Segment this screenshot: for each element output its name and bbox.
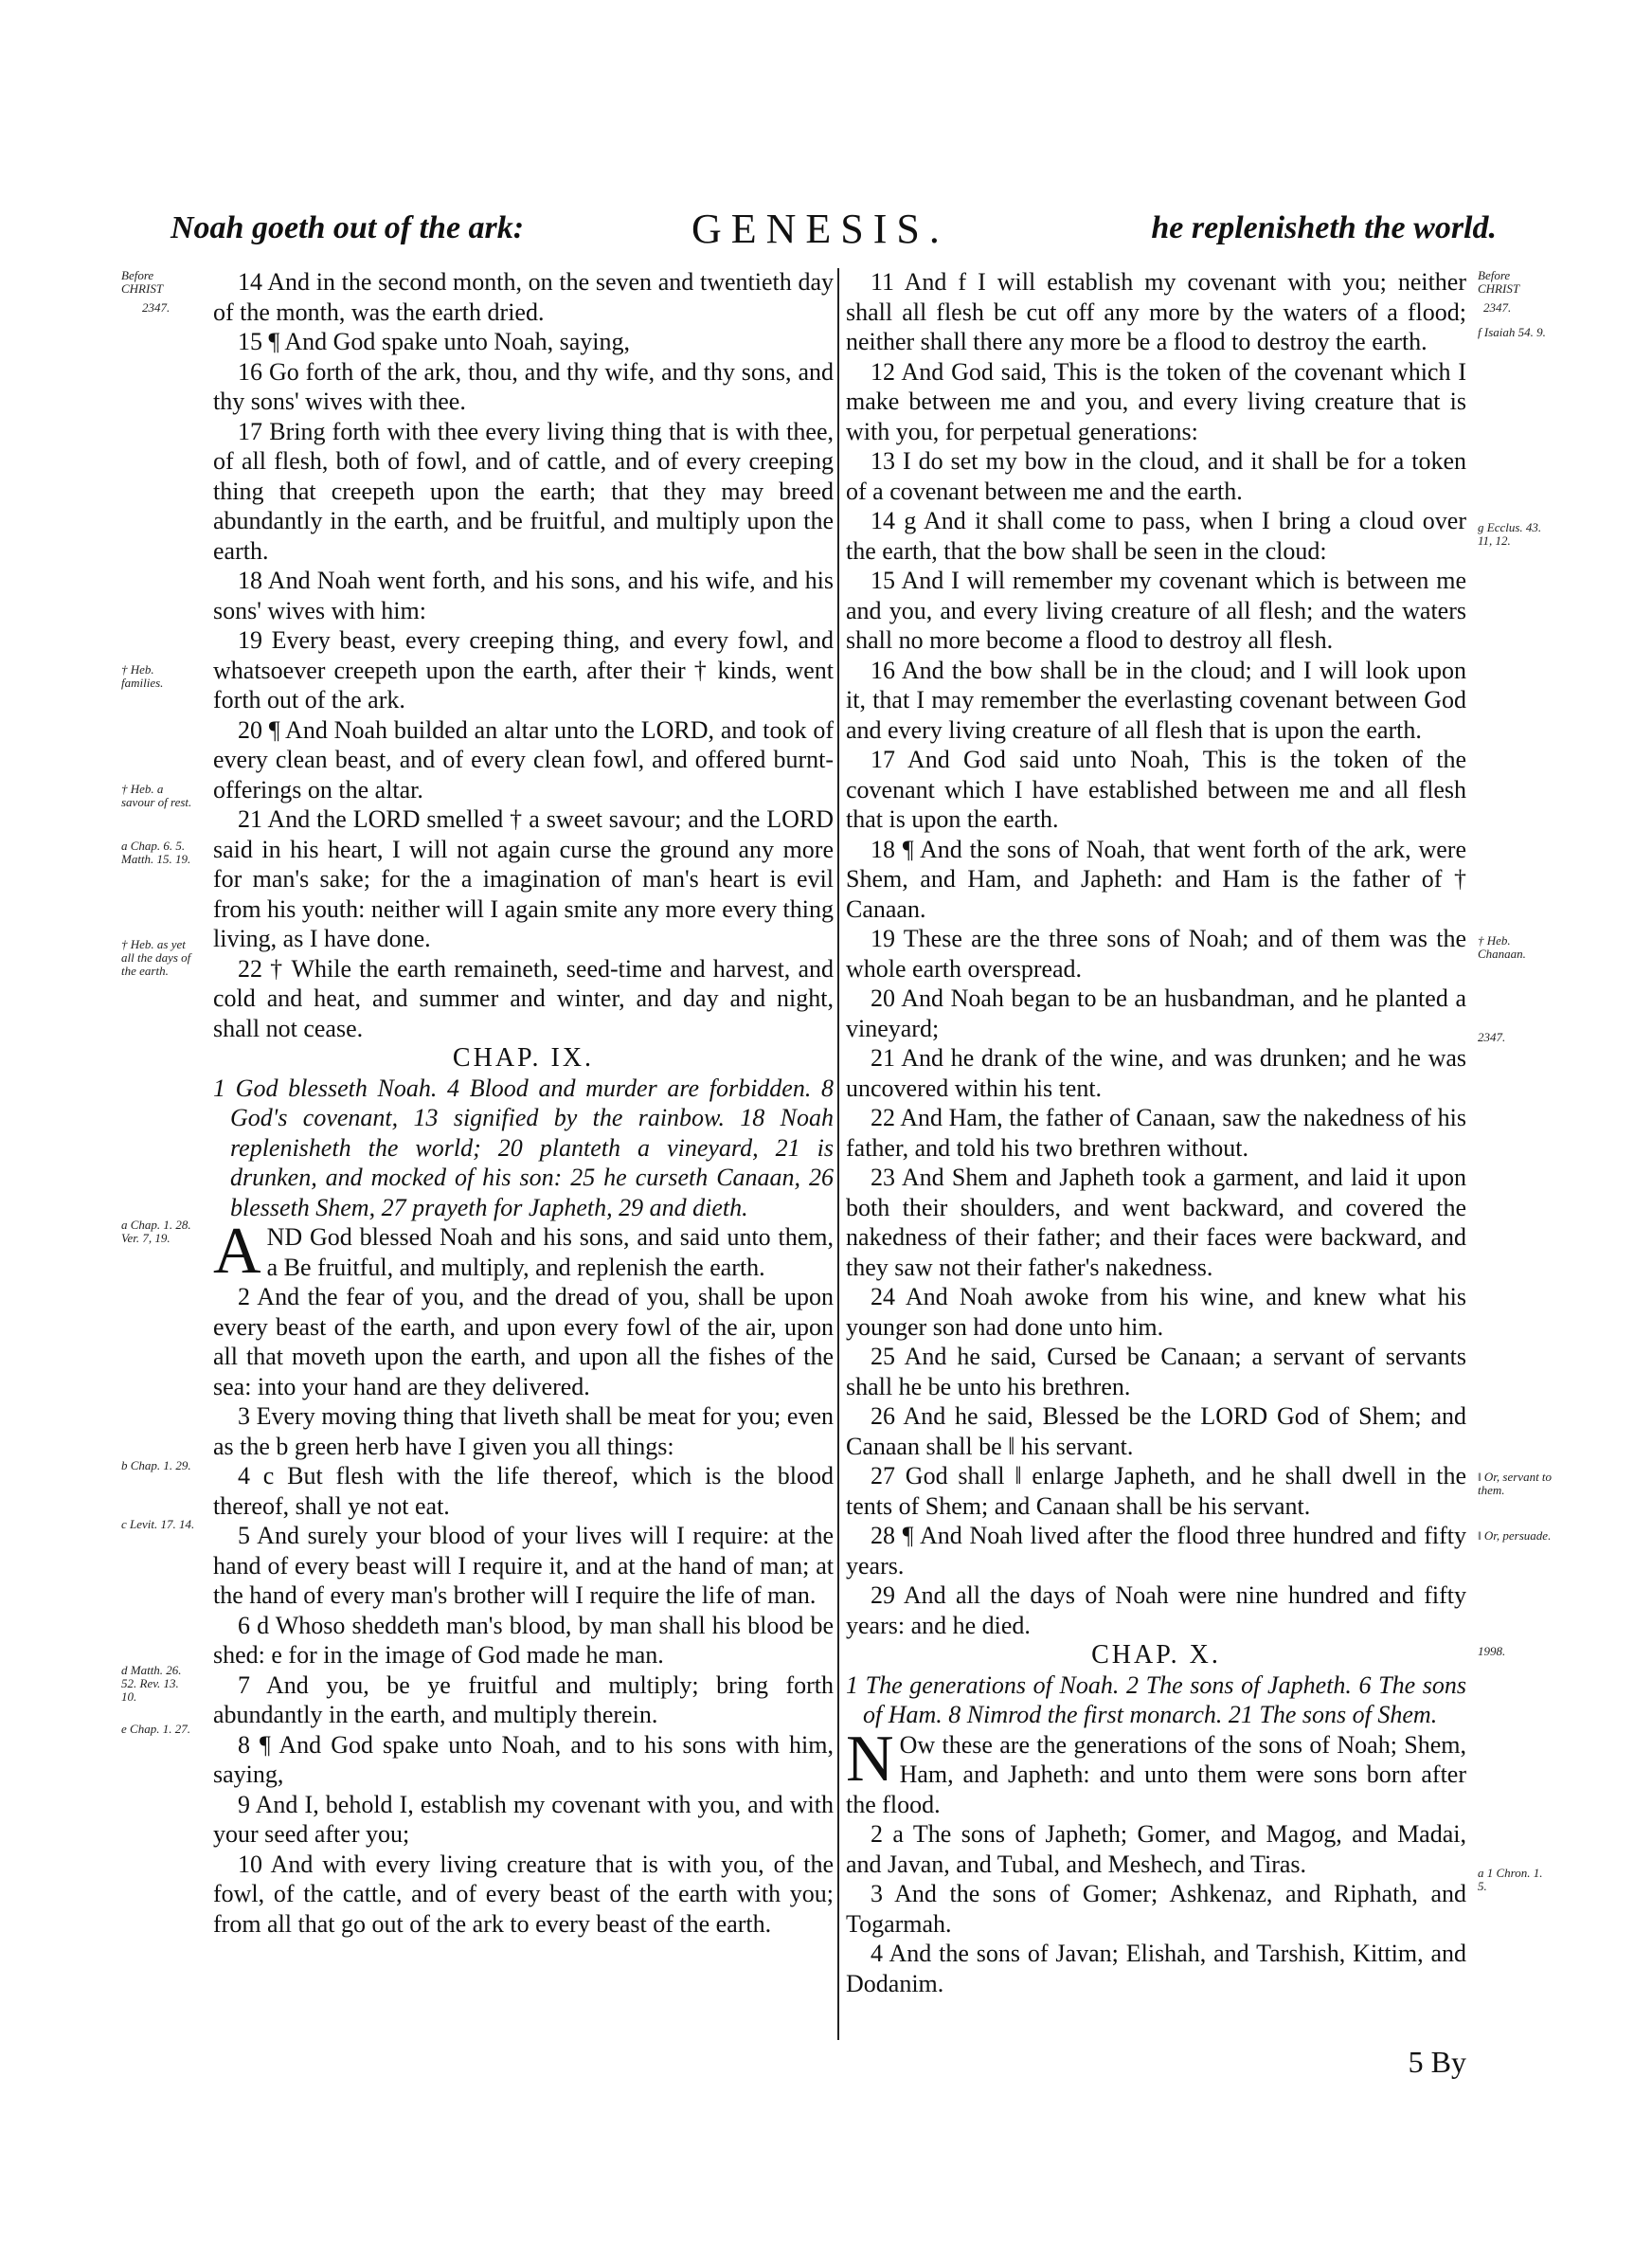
verse: 16 Go forth of the ark, thou, and thy wife, and thy sons, and thy sons' wives with thee. xyxy=(213,357,834,415)
margin-note: a 1 Chron. 1. 5. xyxy=(1478,1866,1543,1893)
margin-note: † Heb. as yet all the days of the earth. xyxy=(121,937,191,978)
margin-note: † Heb. Chanaan. xyxy=(1478,933,1526,961)
margin-note: e Chap. 1. 27. xyxy=(121,1722,190,1736)
margin-note: b Chap. 1. 29. xyxy=(121,1458,191,1472)
verse: 15 And I will remember my covenant which is between me and you, and every living creature of all flesh; and the waters shall no more become a flood to destroy all flesh. xyxy=(846,567,1466,654)
margin-note: a Chap. 6. 5. Matth. 15. 19. xyxy=(121,839,191,866)
verse: 8 ¶ And God spake unto Noah, and to his sons with him, saying, xyxy=(213,1730,834,1788)
margin-note: ‖ Or, persuade. xyxy=(1478,1528,1552,1543)
verse: 27 God shall ‖ enlarge Japheth, and he shall dwell in the tents of Shem; and Canaan shall be his servant. xyxy=(846,1462,1466,1520)
header-right: he replenisheth the world. xyxy=(1151,210,1497,245)
verse: 3 And the sons of Gomer; Ashkenaz, and Riphath, and Togarmah. xyxy=(846,1880,1466,1938)
verse: 26 And he said, Blessed be the LORD God of Shem; and Canaan shall be ‖ his servant. xyxy=(846,1402,1466,1460)
running-header xyxy=(171,206,1497,267)
margin-note: ‖ Or, servant to them. xyxy=(1478,1470,1553,1497)
chapter-opening xyxy=(846,1722,1466,1820)
left-column xyxy=(213,267,834,1939)
verse: 4 c But flesh with the life thereof, which is the blood thereof, shall ye not eat. xyxy=(213,1462,834,1520)
verse: 7 And you, be ye fruitful and multiply; bring forth abundantly in the earth, and multiply therein. xyxy=(213,1670,834,1728)
verse: 14 g And it shall come to pass, when I bring a cloud over the earth, that the bow shall be seen in the cloud: xyxy=(846,507,1466,565)
verse: 18 And Noah went forth, and his sons, and his wife, and his sons' wives with him: xyxy=(213,567,834,624)
verse: 15 ¶ And God spake unto Noah, saying, xyxy=(238,328,631,355)
drop-cap: N xyxy=(846,1722,894,1796)
opening-verse: Ow these are the generations of the sons of Noah; Shem, Ham, and Japheth: and unto them were sons born after the flood. xyxy=(846,1730,1466,1818)
verse: 20 ¶ And Noah builded an altar unto the LORD, and took of every clean beast, and of every clean fowl, and offered burnt-offerings on the altar. xyxy=(213,715,834,803)
verse: 2 And the fear of you, and the dread of you, shall be upon every beast of the earth, and upon every fowl of the air, upon all that moveth upon the earth, and upon all the fishes of the sea: into your hand are they delivered. xyxy=(213,1283,834,1400)
margin-note: f Isaiah 54. 9. xyxy=(1478,325,1546,339)
verse: 24 And Noah awoke from his wine, and knew what his younger son had done unto him. xyxy=(846,1283,1466,1341)
verse: 12 And God said, This is the token of the covenant which I make between me and you, and every living creature that is with you, for perpetual generations: xyxy=(846,357,1466,445)
margin-note: † Heb. families. xyxy=(121,662,164,690)
verse: 13 I do set my bow in the cloud, and it shall be for a token of a covenant between me and the earth. xyxy=(846,447,1466,505)
verse: 20 And Noah began to be an husbandman, and he planted a vineyard; xyxy=(846,984,1466,1042)
verse: 29 And all the days of Noah were nine hundred and fifty years: and he died. xyxy=(846,1581,1466,1639)
margin-note-year: 2347. xyxy=(142,300,171,315)
verse: 22 † While the earth remaineth, seed-time and harvest, and cold and heat, and summer and winter, and day and night, shall not cease. xyxy=(213,954,834,1042)
margin-note-before-christ: Before CHRIST xyxy=(121,268,164,296)
verse: 17 And God said unto Noah, This is the token of the covenant which I have established between me and all flesh that is upon the earth. xyxy=(846,746,1466,833)
verse: 16 And the bow shall be in the cloud; and I will look upon it, that I may remember the everlasting covenant between God and every living creature of all flesh that is upon the earth. xyxy=(846,656,1466,744)
margin-note: g Ecclus. 43. 11, 12. xyxy=(1478,520,1542,548)
verse: 4 And the sons of Javan; Elishah, and Tarshish, Kittim, and Dodanim. xyxy=(846,1940,1466,1997)
verse: 11 And f I will establish my covenant with you; neither shall all flesh be cut off any more by the waters of a flood; neither shall there any more be a flood to destroy the earth. xyxy=(846,268,1466,355)
verse: 19 These are the three sons of Noah; and of them was the whole earth overspread. xyxy=(846,925,1466,983)
drop-cap: A xyxy=(213,1215,261,1288)
verse: 14 And in the second month, on the seven and twentieth day of the month, was the earth dried. xyxy=(213,268,834,326)
chapter-heading: CHAP. X. xyxy=(1091,1640,1221,1670)
book-title: GENESIS. xyxy=(691,206,949,252)
verse: 19 Every beast, every creeping thing, and every fowl, and whatsoever creepeth upon the earth, after their † kinds, went forth out of the ark. xyxy=(213,626,834,713)
verse: 25 And he said, Cursed be Canaan; a servant of servants shall he be unto his brethren. xyxy=(846,1343,1466,1400)
chapter-heading: CHAP. IX. xyxy=(452,1043,595,1073)
verse: 21 And he drank of the wine, and was drunken; and he was uncovered within his tent. xyxy=(846,1044,1466,1102)
verse: 21 And the LORD smelled † a sweet savour; and the LORD said in his heart, I will not again curse the ground any more for man's sake; for the a imagination of man's heart is evil from his youth: neither will I again smite any more every thing living, as I have done. xyxy=(213,805,834,952)
verse: 23 And Shem and Japheth took a garment, and laid it upon both their shoulders, and went backward, and covered the nakedness of their father; and their faces were backward, and they saw not their father's nakedness. xyxy=(846,1164,1466,1281)
column-rule xyxy=(837,268,839,2040)
verse: 22 And Ham, the father of Canaan, saw the nakedness of his father, and told his two brethren without. xyxy=(846,1104,1466,1162)
verse: 6 d Whoso sheddeth man's blood, by man shall his blood be shed: e for in the image of God made he man. xyxy=(213,1611,834,1669)
margin-note: c Levit. 17. 14. xyxy=(121,1517,195,1531)
chapter-opening xyxy=(213,1215,834,1288)
margin-note-year: 2347. xyxy=(1483,300,1512,315)
right-column xyxy=(846,267,1466,1998)
margin-note-before-christ: Before CHRIST xyxy=(1478,268,1520,296)
verse: 5 And surely your blood of your lives will I require: at the hand of every beast will I require it, and at the hand of man; at the hand of every man's brother will I require the life of man. xyxy=(213,1522,834,1609)
verse: 18 ¶ And the sons of Noah, that went forth of the ark, were Shem, and Ham, and Japheth: and Ham is the father of † Canaan. xyxy=(846,835,1466,923)
verse: 2 a The sons of Japheth; Gomer, and Magog, and Madai, and Javan, and Tubal, and Meshech, and Tiras. xyxy=(846,1820,1466,1878)
margin-note: † Heb. a savour of rest. xyxy=(121,782,192,809)
verse: 9 And I, behold I, establish my covenant with you, and with your seed after you; xyxy=(213,1790,834,1848)
verse: 3 Every moving thing that liveth shall be meat for you; even as the b green herb have I given you all things: xyxy=(213,1402,834,1460)
verse: 10 And with every living creature that is with you, of the fowl, of the cattle, and of every beast of the earth with you; from all that go out of the ark to every beast of the earth. xyxy=(213,1850,834,1938)
catchword: 5 By xyxy=(1408,2045,1466,2079)
verse: 17 Bring forth with thee every living thing that is with thee, of all flesh, both of fowl, and of cattle, and of every creeping thing that creepeth upon the earth; that they may breed abundantly in the earth, and be fruitful, and multiply upon the earth. xyxy=(213,417,834,565)
chapter-summary: 1 The generations of Noah. 2 The sons of Japheth. 6 The sons of Ham. 8 Nimrod the first monarch. 21 The sons of Shem. xyxy=(846,1670,1466,1728)
header-left: Noah goeth out of the ark: xyxy=(171,210,525,245)
margin-note: a Chap. 1. 28. Ver. 7, 19. xyxy=(121,1218,191,1245)
opening-verse: ND God blessed Noah and his sons, and said unto them, a Be fruitful, and multiply, and replenish the earth. xyxy=(266,1223,834,1281)
verse: 28 ¶ And Noah lived after the flood three hundred and fifty years. xyxy=(846,1522,1466,1580)
chapter-summary: 1 God blesseth Noah. 4 Blood and murder are forbidden. 8 God's covenant, 13 signified by the rainbow. 18 Noah replenisheth the world; 20 planteth a vineyard, 21 is drunken, and mocked of his son: 25 he curseth Canaan, 26 blesseth Shem, 27 prayeth for Japheth, 29 and dieth. xyxy=(213,1074,834,1221)
margin-note: d Matth. 26. 52. Rev. 13. 10. xyxy=(121,1663,182,1704)
margin-note-year: 2347. xyxy=(1478,1030,1506,1044)
margin-note-year: 1998. xyxy=(1478,1644,1506,1658)
